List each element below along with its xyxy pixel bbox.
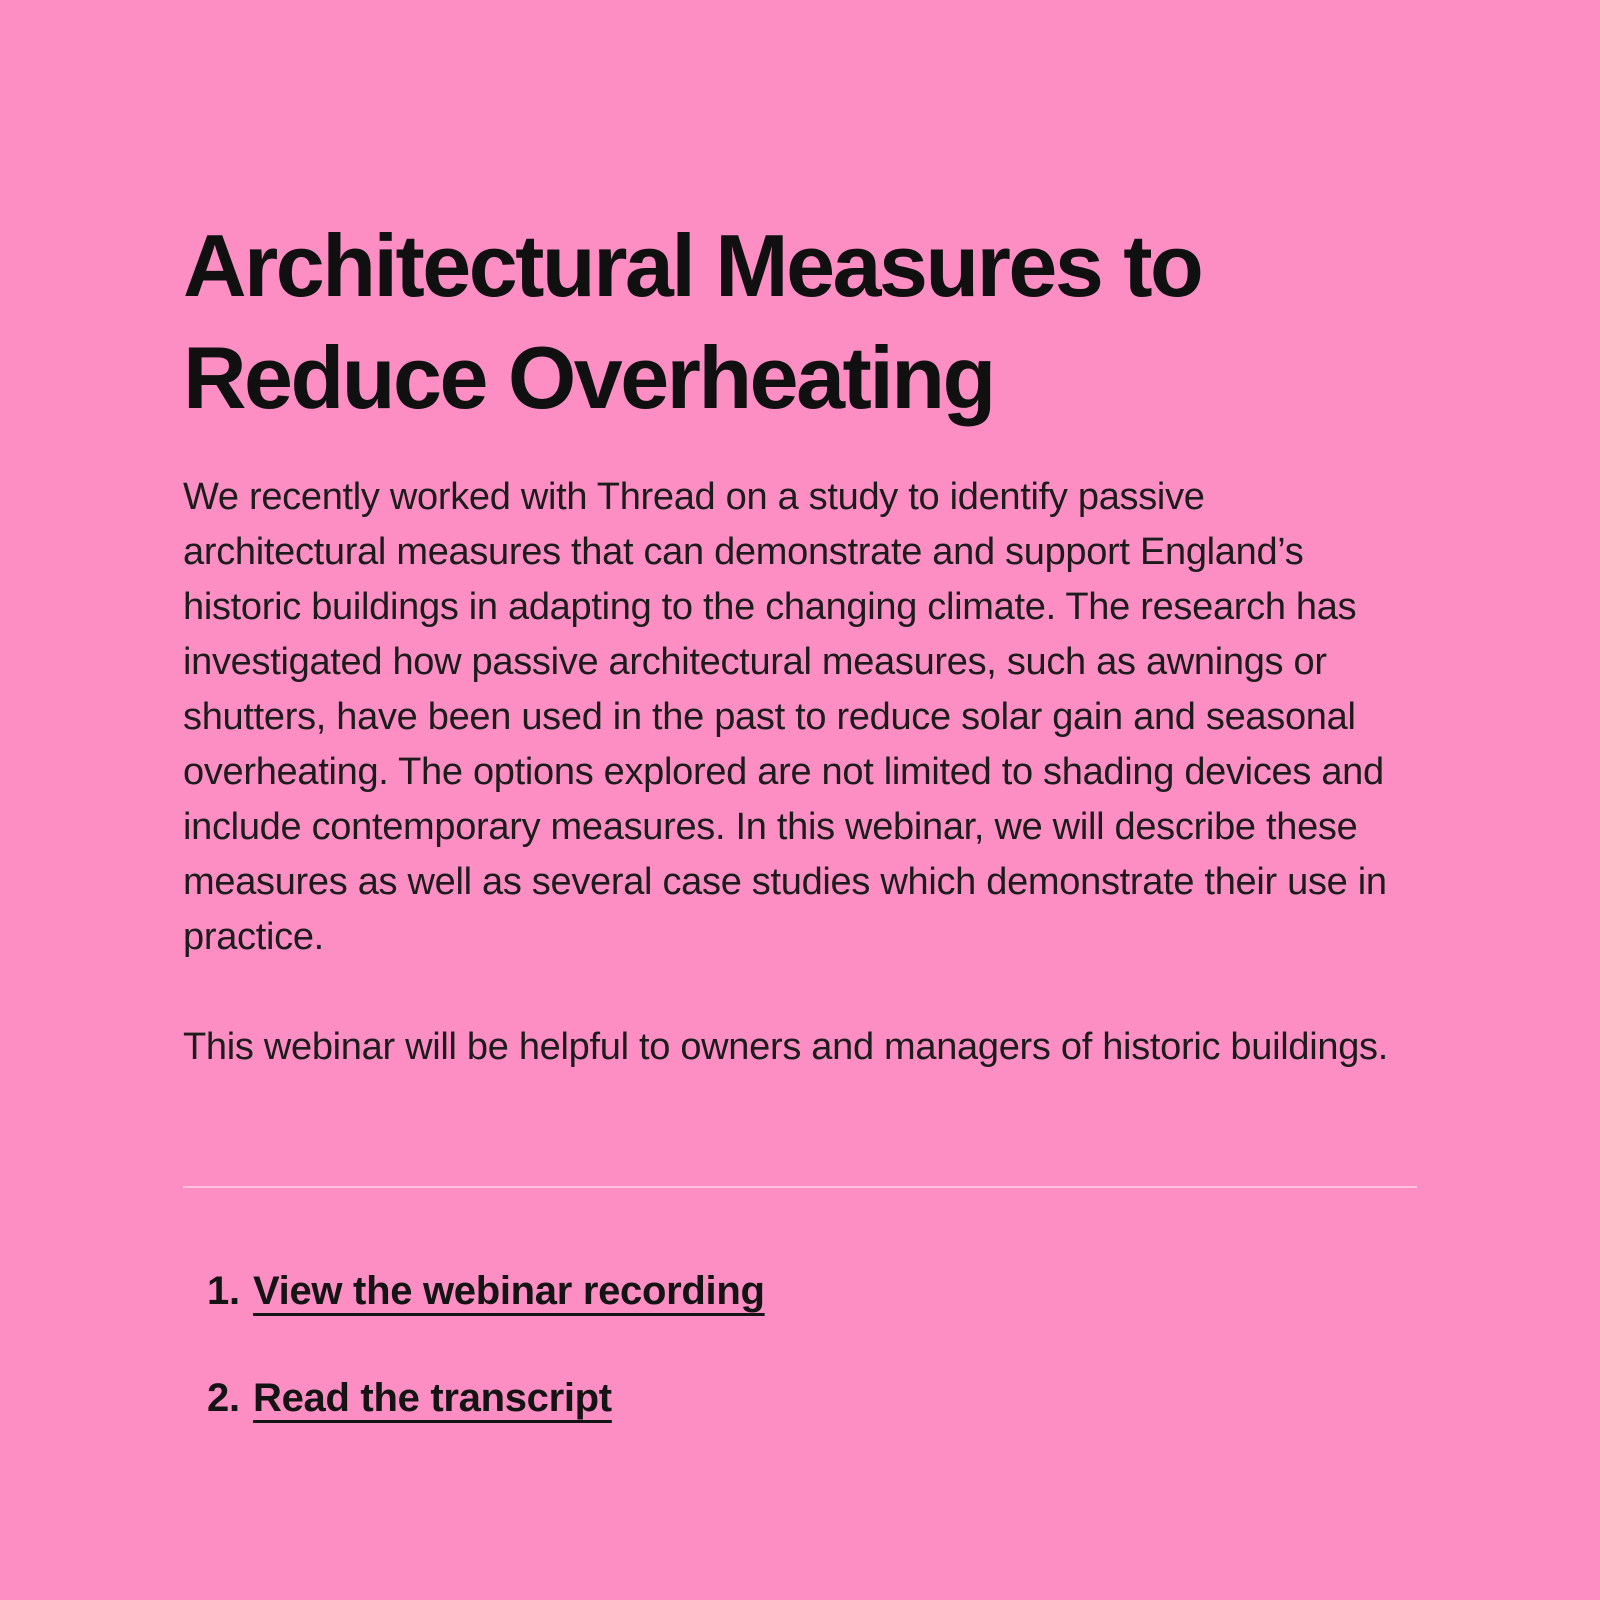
page-title-line-1: Architectural Measures to [183, 216, 1202, 315]
intro-paragraph: We recently worked with Thread on a study to identify passive architectural measures that can demonstrate and support England’s historic buildings in adapting to the changing climate. The research has investigated how passive architectural measures, such as awnings or shutters, have been used in the past to reduce solar gain and seasonal overheating. The options explored are not limited to shading devices and include contemporary measures. In this webinar, we will describe these measures as well as several case studies which demonstrate their use in practice. [183, 476, 1387, 958]
webinar-recording-link[interactable]: View the webinar recording [253, 1269, 765, 1313]
page-title [183, 210, 1417, 434]
resource-list [183, 1264, 1417, 1426]
transcript-link[interactable]: Read the transcript [253, 1376, 612, 1420]
list-number-2: 2. [207, 1376, 240, 1420]
page-title-line-2: Reduce Overheating [183, 328, 994, 427]
section-divider [183, 1186, 1417, 1188]
webinar-page [183, 0, 1417, 1426]
list-number-1: 1. [207, 1269, 240, 1313]
audience-paragraph: This webinar will be helpful to owners and managers of historic buildings. [183, 1026, 1388, 1068]
list-item-transcript [207, 1371, 1417, 1426]
list-item-webinar-recording [207, 1264, 1417, 1319]
webinar-article [183, 210, 1417, 1426]
